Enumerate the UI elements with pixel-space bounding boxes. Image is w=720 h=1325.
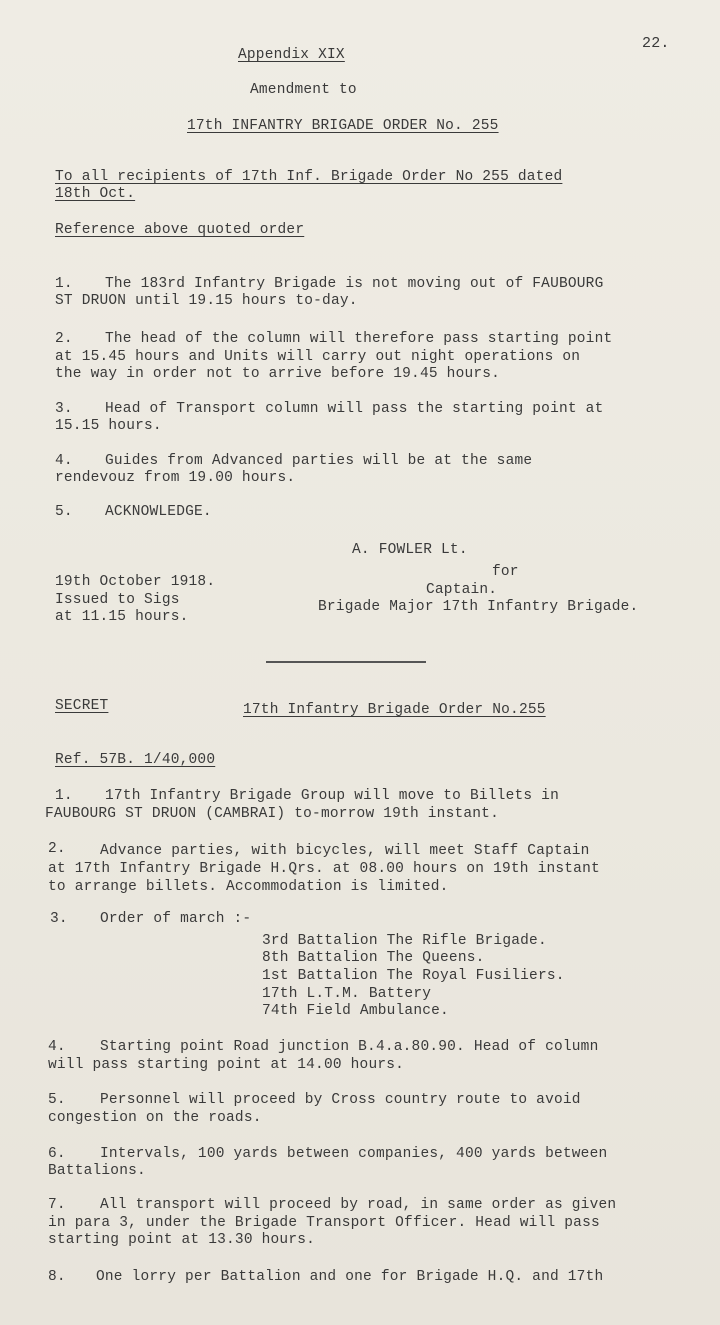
item-line: the way in order not to arrive before 19.45 hours. — [55, 366, 501, 382]
paragraph-line: in para 3, under the Brigade Transport Officer. Head will pass — [48, 1215, 600, 1231]
signature-rank: Captain. — [426, 582, 498, 598]
paragraph-line: Advance parties, with bicycles, will meet Staff Captain — [100, 843, 590, 859]
signature-name: A. FOWLER Lt. — [352, 542, 468, 558]
paragraph-line: starting point at 13.30 hours. — [48, 1232, 316, 1248]
issue-date: 19th October 1918. — [55, 574, 216, 590]
page-number: 22. — [642, 35, 670, 52]
map-reference: Ref. 57B. 1/40,000 — [55, 752, 216, 768]
paragraph-line: congestion on the roads. — [48, 1110, 262, 1126]
paragraph-line: Order of march :- — [100, 911, 252, 927]
paragraph-line: Intervals, 100 yards between companies, 400 yards between — [100, 1146, 608, 1162]
recipients-line-1: To all recipients of 17th Inf. Brigade Order No 255 dated — [55, 169, 563, 185]
appendix-subtitle: Amendment to — [250, 82, 357, 98]
item-line: rendevouz from 19.00 hours. — [55, 470, 296, 486]
march-order-item: 17th L.T.M. Battery — [262, 986, 432, 1002]
item-number: 1. — [55, 276, 73, 292]
paragraph-line: will pass starting point at 14.00 hours. — [48, 1057, 405, 1073]
item-line: ACKNOWLEDGE. — [105, 504, 212, 520]
order-heading: 17th Infantry Brigade Order No.255 — [243, 702, 546, 718]
issued-line-2: at 11.15 hours. — [55, 609, 189, 625]
paragraph-line: to arrange billets. Accommodation is limited. — [48, 879, 449, 895]
item-line: Guides from Advanced parties will be at the same — [105, 453, 533, 469]
paragraph-number: 8. — [48, 1269, 66, 1285]
paragraph-number: 4. — [48, 1039, 66, 1055]
paragraph-number: 5. — [48, 1092, 66, 1108]
order-title: 17th INFANTRY BRIGADE ORDER No. 255 — [187, 118, 499, 134]
march-order-item: 3rd Battalion The Rifle Brigade. — [262, 933, 547, 949]
march-order-item: 8th Battalion The Queens. — [262, 950, 485, 966]
paragraph-line: FAUBOURG ST DRUON (CAMBRAI) to-morrow 19th instant. — [45, 806, 499, 822]
paragraph-line: All transport will proceed by road, in same order as given — [100, 1197, 617, 1213]
item-number: 3. — [55, 401, 73, 417]
paragraph-number: 6. — [48, 1146, 66, 1162]
paragraph-line: at 17th Infantry Brigade H.Qrs. at 08.00 hours on 19th instant — [48, 861, 600, 877]
signature-role: Brigade Major 17th Infantry Brigade. — [318, 599, 639, 615]
item-number: 4. — [55, 453, 73, 469]
item-line: 15.15 hours. — [55, 418, 162, 434]
paragraph-line: 17th Infantry Brigade Group will move to Billets in — [105, 788, 559, 804]
appendix-title: Appendix XIX — [238, 47, 345, 63]
paragraph-line: One lorry per Battalion and one for Brigade H.Q. and 17th — [96, 1269, 604, 1285]
march-order-item: 1st Battalion The Royal Fusiliers. — [262, 968, 565, 984]
issued-line-1: Issued to Sigs — [55, 592, 180, 608]
paragraph-line: Starting point Road junction B.4.a.80.90. Head of column — [100, 1039, 599, 1055]
recipients-line-2: 18th Oct. — [55, 186, 136, 202]
item-line: Head of Transport column will pass the starting point at — [105, 401, 604, 417]
paragraph-number: 1. — [55, 788, 73, 804]
reference-line: Reference above quoted order — [55, 222, 305, 238]
section-divider — [266, 661, 426, 663]
signature-for: for — [492, 564, 519, 580]
item-line: The head of the column will therefore pass starting point — [105, 331, 613, 347]
paragraph-number: 7. — [48, 1197, 66, 1213]
item-line: at 15.45 hours and Units will carry out night operations on — [55, 349, 581, 365]
item-number: 2. — [55, 331, 73, 347]
item-line: ST DRUON until 19.15 hours to-day. — [55, 293, 358, 309]
paragraph-line: Battalions. — [48, 1163, 146, 1179]
item-number: 5. — [55, 504, 73, 520]
paragraph-number: 2. — [48, 841, 66, 857]
paragraph-line: Personnel will proceed by Cross country route to avoid — [100, 1092, 581, 1108]
classification-label: SECRET — [55, 698, 109, 714]
march-order-item: 74th Field Ambulance. — [262, 1003, 449, 1019]
item-line: The 183rd Infantry Brigade is not moving out of FAUBOURG — [105, 276, 604, 292]
paragraph-number: 3. — [50, 911, 68, 927]
